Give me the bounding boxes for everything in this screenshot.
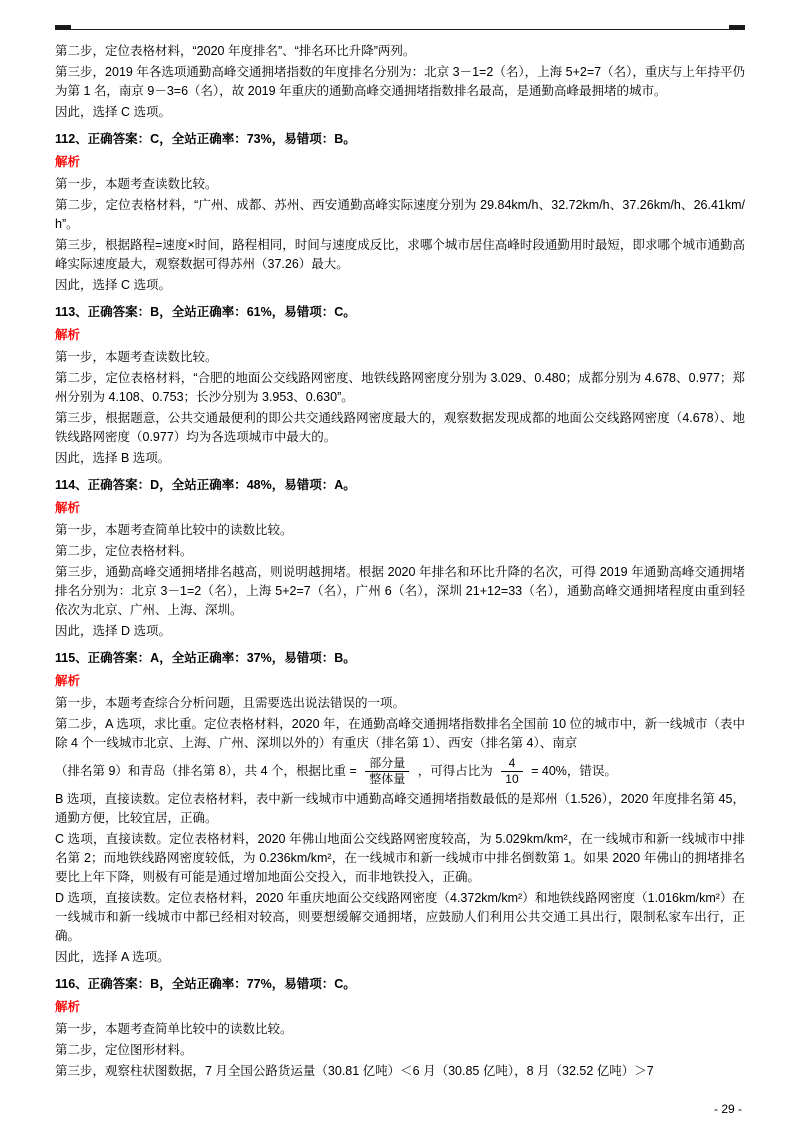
step-paragraph: 第三步，根据路程=速度×时间，路程相同，时间与速度成反比，求哪个城市居住高峰时段通勤用时最短，即求哪个城市通勤高峰实际速度最大，观察数据可得苏州（37.26）最大。 [55,238,745,271]
formula-paragraph [55,756,745,787]
conclusion-paragraph: 因此，选择 B 选项。 [55,451,171,465]
header-rule [55,29,745,30]
option-a-paragraph: 第二步，A 选项，求比重。定位表格材料，2020 年，在通勤高峰交通拥堵指数排名全国前 10 位的城市中，新一线城市（表中除 4 个一线城市北京、上海、广州、深圳以外的）有重庆（排名第 1）、西安（排名第 4）、南京 [55,717,745,750]
option-c-paragraph: C 选项，直接读数。定位表格材料，2020 年佛山地面公交线路网密度较高，为 5.029km/km²，在一线城市和新一线城市中排名第 2；而地铁线路网密度较低，为 0.236km/km²，在一线城市和新一线城市中排名倒数第 1。如果 2020 年佛山的拥堵排名要比上年下降，则极有可能是通过增加地面公交投入，而非地铁投入，正确。 [55,832,745,884]
step-paragraph: 第二步，定位图形材料。 [55,1043,193,1057]
answer-line-112: 112、正确答案：C，全站正确率：73%，易错项：B。 [55,132,356,146]
jiexi-label: 解析 [55,155,81,169]
jiexi-label: 解析 [55,674,81,688]
step-paragraph: 第一步，本题考查简单比较中的读数比较。 [55,1022,293,1036]
step-paragraph: 第二步，定位表格材料，“合肥的地面公交线路网密度、地铁线路网密度分别为 3.029、0.480；成都分别为 4.678、0.977；郑州分别为 4.108、0.753；长沙分别为 3.953、0.630”。 [55,371,745,404]
formula-text-mid: ，可得占比为 [417,763,493,778]
fraction-numerator: 部分量 [365,756,409,772]
formula-text-post: = 40%，错误。 [531,763,617,778]
option-d-paragraph: D 选项，直接读数。定位表格材料，2020 年重庆地面公交线路网密度（4.372km/km²）和地铁线路网密度（1.016km/km²）在一线城市和新一线城市中都已经相对较高，则要想缓解交通拥堵，应鼓励人们利用公共交通工具出行，限制私家车出行，正确。 [55,891,745,943]
step-paragraph: 第一步，本题考查读数比较。 [55,350,218,364]
step-paragraph: 第三步，观察柱状图数据，7 月全国公路货运量（30.81 亿吨）＜6 月（30.85 亿吨），8 月（32.52 亿吨）＞7 [55,1064,654,1078]
step-paragraph: 第二步，定位表格材料，“广州、成都、苏州、西安通勤高峰实际速度分别为 29.84km/h、32.72km/h、37.26km/h、26.41km/h”。 [55,198,745,231]
document-body [55,36,745,1081]
conclusion-paragraph: 因此，选择 C 选项。 [55,105,171,119]
conclusion-paragraph: 因此，选择 D 选项。 [55,624,171,638]
fraction-numerator: 4 [501,756,522,772]
step-paragraph: 第一步，本题考查读数比较。 [55,177,218,191]
step-paragraph: 第三步，根据题意，公共交通最便利的即公共交通线路网密度最大的，观察数据发现成都的地面公交线路网密度（4.678）、地铁线路网密度（0.977）均为各选项城市中最大的。 [55,411,745,444]
answer-line-115: 115、正确答案：A，全站正确率：37%，易错项：B。 [55,651,356,665]
fraction-part-over-whole [365,756,409,787]
fraction-4-over-10 [501,756,522,787]
step-paragraph: 第三步，2019 年各选项通勤高峰交通拥堵指数的年度排名分别为：北京 3－1=2（名），上海 5+2=7（名），重庆与上年持平仍为第 1 名，南京 9－3=6（名），故 2019 年重庆的通勤高峰交通拥堵指数排名最高，是通勤高峰最拥堵的城市。 [55,65,745,98]
step-paragraph: 第三步，通勤高峰交通拥堵排名越高，则说明越拥堵。根据 2020 年排名和环比升降的名次，可得 2019 年通勤高峰交通拥堵排名分别为：北京 3－1=2（名），上海 5+2=7（名），广州 6（名），深圳 21+12=33（名），通勤高峰交通拥堵程度由重到轻依次为北京、广州、上海、深圳。 [55,565,745,617]
formula-text-pre: （排名第 9）和青岛（排名第 8），共 4 个，根据比重 = [55,763,357,778]
step-paragraph: 第一步，本题考查综合分析问题，且需要选出说法错误的一项。 [55,696,406,710]
conclusion-paragraph: 因此，选择 C 选项。 [55,278,171,292]
step-paragraph: 第一步，本题考查简单比较中的读数比较。 [55,523,293,537]
conclusion-paragraph: 因此，选择 A 选项。 [55,950,170,964]
page-number: - 29 - [713,1102,742,1116]
fraction-denominator: 整体量 [369,772,406,786]
jiexi-label: 解析 [55,1000,81,1014]
jiexi-label: 解析 [55,501,81,515]
step-paragraph: 第二步，定位表格材料，“2020 年度排名”、“排名环比升降”两列。 [55,44,416,58]
answer-line-114: 114、正确答案：D，全站正确率：48%，易错项：A。 [55,478,356,492]
jiexi-label: 解析 [55,328,81,342]
answer-line-116: 116、正确答案：B，全站正确率：77%，易错项：C。 [55,977,356,991]
step-paragraph: 第二步，定位表格材料。 [55,544,193,558]
fraction-denominator: 10 [505,772,519,786]
option-b-paragraph: B 选项，直接读数。定位表格材料，表中新一线城市中通勤高峰交通拥堵指数最低的是郑州（1.526），2020 年度排名第 45，通勤方便，比较宜居，正确。 [55,792,745,825]
answer-line-113: 113、正确答案：B，全站正确率：61%，易错项：C。 [55,305,356,319]
